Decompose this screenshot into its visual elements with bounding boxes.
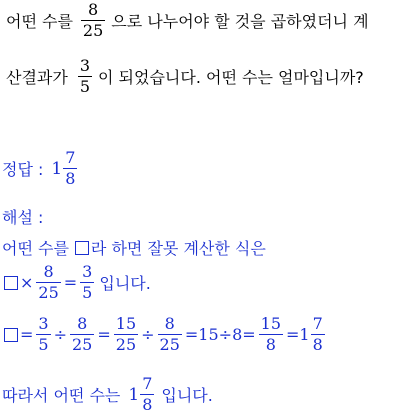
fraction-denominator: 25	[159, 335, 180, 354]
answer-whole: 1	[51, 158, 63, 179]
times-sign: ×	[20, 273, 34, 292]
equals-sign: =	[20, 325, 34, 344]
fraction-denominator: 5	[79, 77, 91, 96]
fraction-denominator: 5	[38, 335, 49, 354]
fraction-numerator: 8	[43, 262, 54, 281]
question-fraction-result	[78, 58, 92, 95]
fraction-numerator: 7	[65, 148, 76, 167]
question-text-pre: 어떤 수를	[6, 12, 73, 31]
explanation-text-post: 입니다.	[99, 274, 151, 293]
equation-final: =1	[286, 325, 310, 344]
equals-sign: =	[97, 325, 111, 344]
question-line-2	[6, 58, 364, 95]
unknown-box-icon	[75, 241, 89, 255]
fraction-denominator: 25	[82, 21, 104, 40]
fraction-denominator: 5	[82, 283, 93, 302]
fraction-denominator: 8	[142, 395, 153, 414]
fraction-denominator: 8	[65, 169, 76, 188]
fraction-numerator: 3	[79, 56, 91, 75]
question-line-1	[6, 2, 369, 39]
fraction-numerator: 3	[82, 262, 93, 281]
fraction-numerator: 7	[142, 374, 153, 393]
fraction-denominator: 25	[115, 335, 137, 354]
fraction-denominator: 25	[38, 283, 59, 302]
divide-sign: ÷	[141, 325, 155, 344]
fraction	[114, 316, 138, 353]
answer-line	[2, 150, 80, 187]
result-whole: 1	[128, 384, 140, 405]
answer-label: 정답 :	[2, 160, 44, 179]
fraction	[80, 264, 94, 301]
fraction-numerator: 8	[88, 0, 99, 19]
equals-sign: =	[63, 273, 78, 292]
explanation-line-1	[2, 236, 266, 259]
fraction-numerator: 3	[38, 314, 49, 333]
explanation-text-post: 입니다.	[161, 386, 213, 405]
fraction-numerator: 7	[312, 314, 323, 333]
fraction	[36, 264, 60, 301]
question-text-post: 이 되었습니다. 어떤 수는 얼마입니까?	[98, 68, 364, 87]
explanation-line-2	[2, 264, 151, 301]
explanation-text-pre: 따라서 어떤 수는	[2, 386, 121, 405]
explanation-line-4	[2, 376, 213, 413]
fraction	[70, 316, 94, 353]
fraction-numerator: 15	[115, 314, 137, 333]
answer-fraction	[63, 150, 77, 187]
question-fraction-divisor	[81, 2, 105, 39]
question-text-pre: 산결과가	[6, 68, 68, 87]
explanation-label-line	[2, 205, 43, 228]
fraction	[158, 316, 182, 353]
fraction-denominator: 8	[312, 335, 323, 354]
fraction	[311, 316, 325, 353]
fraction	[36, 316, 50, 353]
fraction-denominator: 25	[72, 335, 93, 354]
explanation-text-post: 라 하면 잘못 계산한 식은	[90, 239, 266, 258]
fraction	[259, 316, 283, 353]
unknown-box-icon	[4, 328, 18, 342]
fraction-numerator: 8	[77, 314, 88, 333]
divide-sign: ÷	[53, 325, 67, 344]
equation-middle: =15÷8=	[184, 325, 256, 344]
unknown-box-icon	[4, 276, 18, 290]
result-fraction	[140, 376, 154, 413]
question-text-post: 으로 나누어야 할 것을 곱하였더니 계	[111, 12, 369, 31]
explanation-label: 해설 :	[2, 208, 44, 227]
explanation-line-3	[2, 316, 328, 353]
fraction-denominator: 8	[265, 335, 276, 354]
explanation-text-pre: 어떤 수를	[2, 239, 69, 258]
fraction-numerator: 8	[164, 314, 175, 333]
fraction-numerator: 15	[260, 314, 282, 333]
